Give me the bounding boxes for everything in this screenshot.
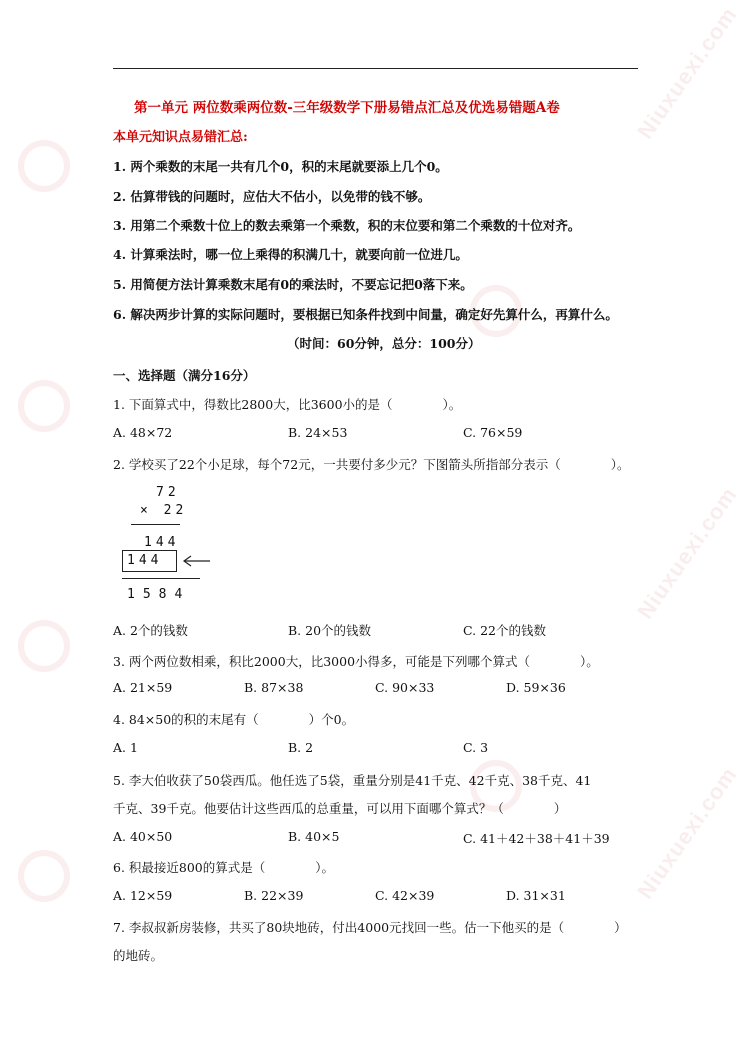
- question-6: 6. 积最接近800的算式是（ ）。: [113, 860, 335, 875]
- calc-multiplicand: 72: [156, 485, 180, 500]
- point-4: 4. 计算乘法时，哪一位上乘得的积满几十，就要向前一位进几。: [113, 247, 468, 262]
- calc-partial-2: 144: [127, 553, 163, 568]
- q1-option-c: C. 76×59: [463, 425, 523, 440]
- calc-partial-1: 144: [144, 535, 180, 550]
- q6-option-b: B. 22×39: [244, 888, 304, 903]
- calc-product: 1584: [127, 587, 191, 602]
- q3-option-a: A. 21×59: [113, 680, 173, 695]
- question-2: 2. 学校买了22个小足球，每个72元，一共要付多少元？下图箭头所指部分表示（ ）。: [113, 457, 630, 472]
- q2-option-c: C. 22个的钱数: [463, 623, 546, 638]
- question-7-line-2: 的地砖。: [113, 948, 164, 963]
- calc-line: [122, 578, 200, 579]
- point-3: 3. 用第二个乘数十位上的数去乘第一个乘数，积的末位要和第二个乘数的十位对齐。: [113, 218, 581, 233]
- header-rule: [113, 68, 638, 69]
- q6-option-c: C. 42×39: [375, 888, 435, 903]
- q6-option-d: D. 31×31: [506, 888, 566, 903]
- watermark-text: Niuxuexi.com: [632, 762, 742, 904]
- q4-option-a: A. 1: [113, 740, 138, 755]
- calc-multiplier: × 22: [140, 503, 188, 518]
- question-7-line-1: 7. 李叔叔新房装修，共买了80块地砖，付出4000元找回一些。估一下他买的是（ ）: [113, 920, 627, 935]
- q5-option-c: C. 41＋42＋38＋41＋39: [463, 831, 610, 846]
- q3-option-c: C. 90×33: [375, 680, 435, 695]
- arrow-left-icon: [182, 553, 212, 569]
- page-title: 第一单元 两位数乘两位数-三年级数学下册易错点汇总及优选易错题A卷: [134, 100, 560, 116]
- q5-option-b: B. 40×5: [288, 829, 340, 844]
- watermark-logo-icon: [18, 380, 70, 432]
- q2-option-a: A. 2个的钱数: [113, 623, 188, 638]
- watermark-logo-icon: [18, 620, 70, 672]
- question-4: 4. 84×50的积的末尾有（ ）个0。: [113, 712, 355, 727]
- q5-option-a: A. 40×50: [113, 829, 173, 844]
- q1-option-b: B. 24×53: [288, 425, 348, 440]
- time-score: （时间：60分钟，总分：100分）: [287, 336, 481, 351]
- question-1: 1. 下面算式中，得数比2800大，比3600小的是（ ）。: [113, 397, 462, 412]
- q4-option-b: B. 2: [288, 740, 314, 755]
- summary-heading: 本单元知识点易错汇总:: [113, 130, 248, 145]
- q3-option-b: B. 87×38: [244, 680, 304, 695]
- question-5-line-1: 5. 李大伯收获了50袋西瓜。他任选了5袋，重量分别是41千克、42千克、38千克、41: [113, 773, 592, 788]
- point-1: 1. 两个乘数的末尾一共有几个0，积的末尾就要添上几个0。: [113, 159, 448, 174]
- point-5: 5. 用简便方法计算乘数末尾有0的乘法时，不要忘记把0落下来。: [113, 277, 473, 292]
- q3-option-d: D. 59×36: [506, 680, 566, 695]
- q1-option-a: A. 48×72: [113, 425, 173, 440]
- point-2: 2. 估算带钱的问题时，应估大不估小，以免带的钱不够。: [113, 189, 431, 204]
- watermark-text: Niuxuexi.com: [632, 2, 742, 144]
- watermark-logo-icon: [18, 850, 70, 902]
- section-heading: 一、选择题（满分16分）: [113, 368, 256, 383]
- q6-option-a: A. 12×59: [113, 888, 173, 903]
- point-6: 6. 解决两步计算的实际问题时，要根据已知条件找到中间量，确定好先算什么，再算什么。: [113, 307, 618, 322]
- question-3: 3. 两个两位数相乘，积比2000大，比3000小得多，可能是下列哪个算式（ ）。: [113, 654, 599, 669]
- question-5-line-2: 千克、39千克。他要估计这些西瓜的总重量，可以用下面哪个算式？（ ）: [113, 801, 567, 816]
- q2-option-b: B. 20个的钱数: [288, 623, 372, 638]
- q4-option-c: C. 3: [463, 740, 489, 755]
- calc-line: [131, 524, 180, 525]
- watermark-logo-icon: [18, 140, 70, 192]
- watermark-text: Niuxuexi.com: [632, 482, 742, 624]
